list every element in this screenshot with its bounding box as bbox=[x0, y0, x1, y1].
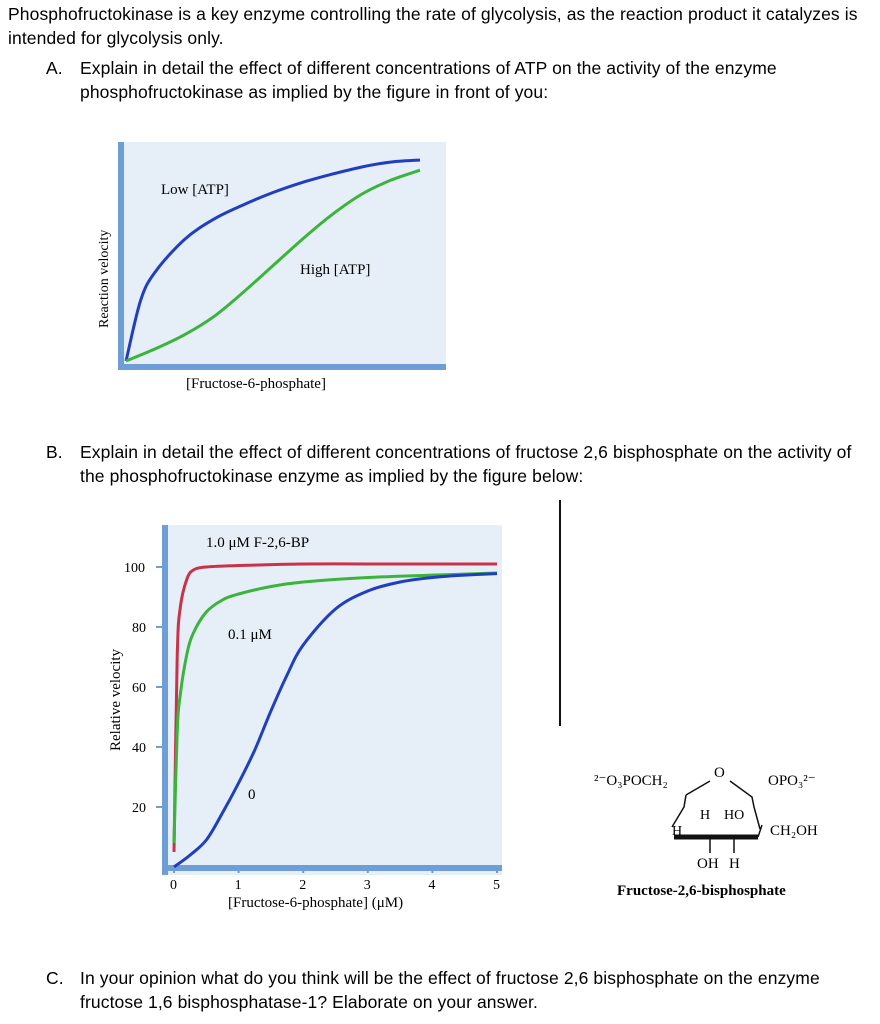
question-a-text: Explain in detail the effect of different concentrations of ATP on the activity of the enzyme phosphofructokinase as implied by the figure in front of you: bbox=[80, 58, 777, 102]
question-b-text: Explain in detail the effect of different concentrations of fructose 2,6 bisphosphate on the activity of the phosphofructokinase enzyme as implied by the figure below: bbox=[80, 442, 852, 486]
chart2-panel bbox=[162, 525, 502, 875]
question-a bbox=[46, 56, 872, 104]
chart2-x-tick-label: 3 bbox=[363, 878, 371, 893]
chem-h-left: H bbox=[672, 824, 683, 839]
chart2-x-tick-label: 5 bbox=[493, 878, 500, 893]
question-a-letter: A. bbox=[46, 58, 63, 78]
f26bp-effect-chart bbox=[100, 515, 520, 920]
atp-effect-chart bbox=[90, 132, 450, 402]
chart1-x-axis bbox=[118, 364, 446, 370]
chem-ho: HO bbox=[724, 808, 745, 823]
chart2-x-tick-label: 1 bbox=[234, 878, 242, 893]
chart2-ylabel: Relative velocity bbox=[108, 648, 124, 751]
chart2-y-axis bbox=[162, 525, 168, 875]
chart2-xlabel: [Fructose-6-phosphate] (μM) bbox=[228, 895, 404, 911]
chart2-series-label-0.1uM: 0.1 μM bbox=[228, 627, 272, 643]
chart1-y-axis bbox=[118, 142, 124, 370]
intro-text: Phosphofructokinase is a key enzyme controlling the rate of glycolysis, as the reaction product it catalyzes is intended for glycolysis only. bbox=[8, 4, 858, 48]
question-b-letter: B. bbox=[46, 442, 63, 462]
chem-right-group: OPO₃²⁻ bbox=[768, 773, 816, 789]
chart1-ylabel: Reaction velocity bbox=[97, 229, 112, 328]
chart2-series-label-0: 0 bbox=[248, 787, 256, 803]
chart2-x-tick-label: 4 bbox=[428, 878, 436, 893]
question-c-letter: C. bbox=[46, 968, 64, 988]
chart2-series-label-1uM: 1.0 μM F-2,6-BP bbox=[206, 535, 310, 551]
chart2-y-tick-label: 40 bbox=[132, 741, 146, 756]
chart1-series-label-low-atp: Low [ATP] bbox=[161, 182, 229, 198]
question-c-text: In your opinion what do you think will be the effect of fructose 2,6 bisphosphate on the enzyme fructose 1,6 bisphosphatase-1? Elaborate on your answer. bbox=[80, 968, 820, 1012]
chart2-x-axis bbox=[162, 865, 502, 871]
chem-oh-bottom: OH bbox=[697, 856, 719, 872]
chart2-y-tick-label: 80 bbox=[132, 621, 146, 636]
chart1-xlabel: [Fructose-6-phosphate] bbox=[186, 376, 326, 392]
chem-ring-oxygen: O bbox=[714, 765, 725, 781]
fructose-2-6-bisphosphate-structure bbox=[590, 755, 850, 915]
question-c bbox=[46, 966, 872, 1014]
chem-ch2oh: CH₂OH bbox=[770, 823, 818, 839]
chart2-y-tick-label: 20 bbox=[132, 801, 146, 816]
chart2-y-tick-label: 60 bbox=[132, 681, 146, 696]
chart1-panel bbox=[118, 142, 446, 364]
vertical-divider-line bbox=[559, 500, 561, 726]
chem-left-group: ²⁻O₃POCH₂ bbox=[594, 773, 668, 789]
chem-compound-name: Fructose-2,6-bisphosphate bbox=[617, 883, 786, 899]
chem-ring-bonds bbox=[672, 781, 760, 829]
chart2-y-tick-label: 100 bbox=[124, 561, 145, 576]
chart1-series-label-high-atp: High [ATP] bbox=[300, 262, 371, 278]
chem-h-top: H bbox=[700, 808, 711, 823]
question-b bbox=[46, 440, 872, 488]
chart2-x-tick-label: 0 bbox=[170, 878, 177, 893]
chart2-x-tick-label: 2 bbox=[299, 878, 307, 893]
chem-h-bottom: H bbox=[729, 856, 740, 872]
